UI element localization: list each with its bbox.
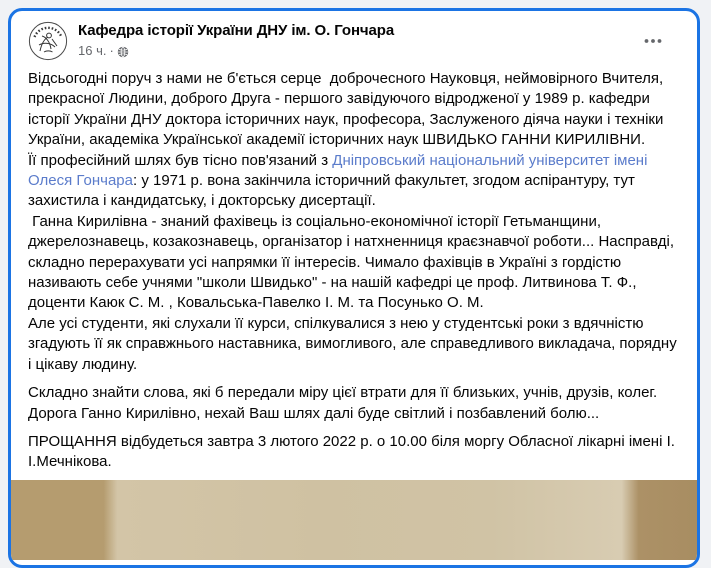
post-header — [11, 11, 697, 65]
meta-separator: · — [109, 43, 114, 58]
post-text-span: : у 1971 р. вона закінчила історичний факультет, згодом аспірантуру, тут захистила і кандидатську, і докторську дисертації. — [28, 172, 640, 210]
ellipsis-icon — [643, 31, 663, 51]
globe-icon — [117, 46, 129, 58]
post-paragraph: Але усі студенти, які слухали її курси, спілкувалися з нею у студентські роки з вдячністю згадують її як справжнього наставника, вимогливого, але справедливого викладача, порядну і цікаву людину. — [28, 314, 681, 373]
attached-photo-top-edge[interactable] — [11, 480, 697, 560]
post-text-span: Її професійний шлях був тісно пов'язаний з — [28, 151, 333, 169]
university-link[interactable]: Дніпровський національний університет імені Олеся Гончара — [28, 151, 652, 190]
post-paragraph — [28, 151, 681, 212]
page-avatar[interactable] — [28, 21, 68, 61]
post-paragraph: Відсьогодні поруч з нами не б'ється серце доброчесного Науковця, неймовірного Вчителя, прекрасної Людини, доброго Друга - першого завідуючого відродженої у 1989 р. кафедри історії України ДНУ доктора історичних наук, професора, Заслуженого діяча науки і техніки України, академіка Української академії історичних наук ШВИДЬКО ГАННИ КИРИЛІВНИ. — [28, 70, 668, 149]
post-card — [8, 8, 700, 568]
post-text — [11, 65, 697, 473]
post-paragraph: Складно знайти слова, які б передали міру цієї втрати для її близьких, учнів, друзів, колег. Дорога Ганно Кирилівно, нехай Ваш шлях далі буде світлий і позбавлений болю... — [28, 384, 662, 422]
department-seal-icon — [28, 21, 68, 61]
header-text — [78, 21, 639, 59]
post-paragraph: Ганна Кирилівна - знаний фахівець із соціально-економічної історії Гетьманщини, джерелознавець, козакознавець, організатор і натхненниця краєзнавчої роботи... Насправді, складно перерахувати усі напрямки її інтересів. Чимало фахівців в Україні з гордістю називають себе учнями "школи Швидько" - на нашій кафедрі це проф. Литвинова Т. Ф., доценти Каюк С. М. , Ковальська-Павелко І. М. та Посунько О. М. — [28, 212, 679, 312]
more-options-button[interactable] — [639, 27, 667, 60]
post-meta — [78, 43, 639, 59]
post-paragraph: ПРОЩАННЯ відбудеться завтра 3 лютого 2022 р. о 10.00 біля моргу Обласної лікарні імені І. І.Мечнікова. — [28, 432, 680, 471]
timestamp-link[interactable]: 16 ч. — [78, 43, 107, 58]
page-name-link[interactable]: Кафедра історії України ДНУ ім. О. Гончара — [78, 22, 395, 39]
